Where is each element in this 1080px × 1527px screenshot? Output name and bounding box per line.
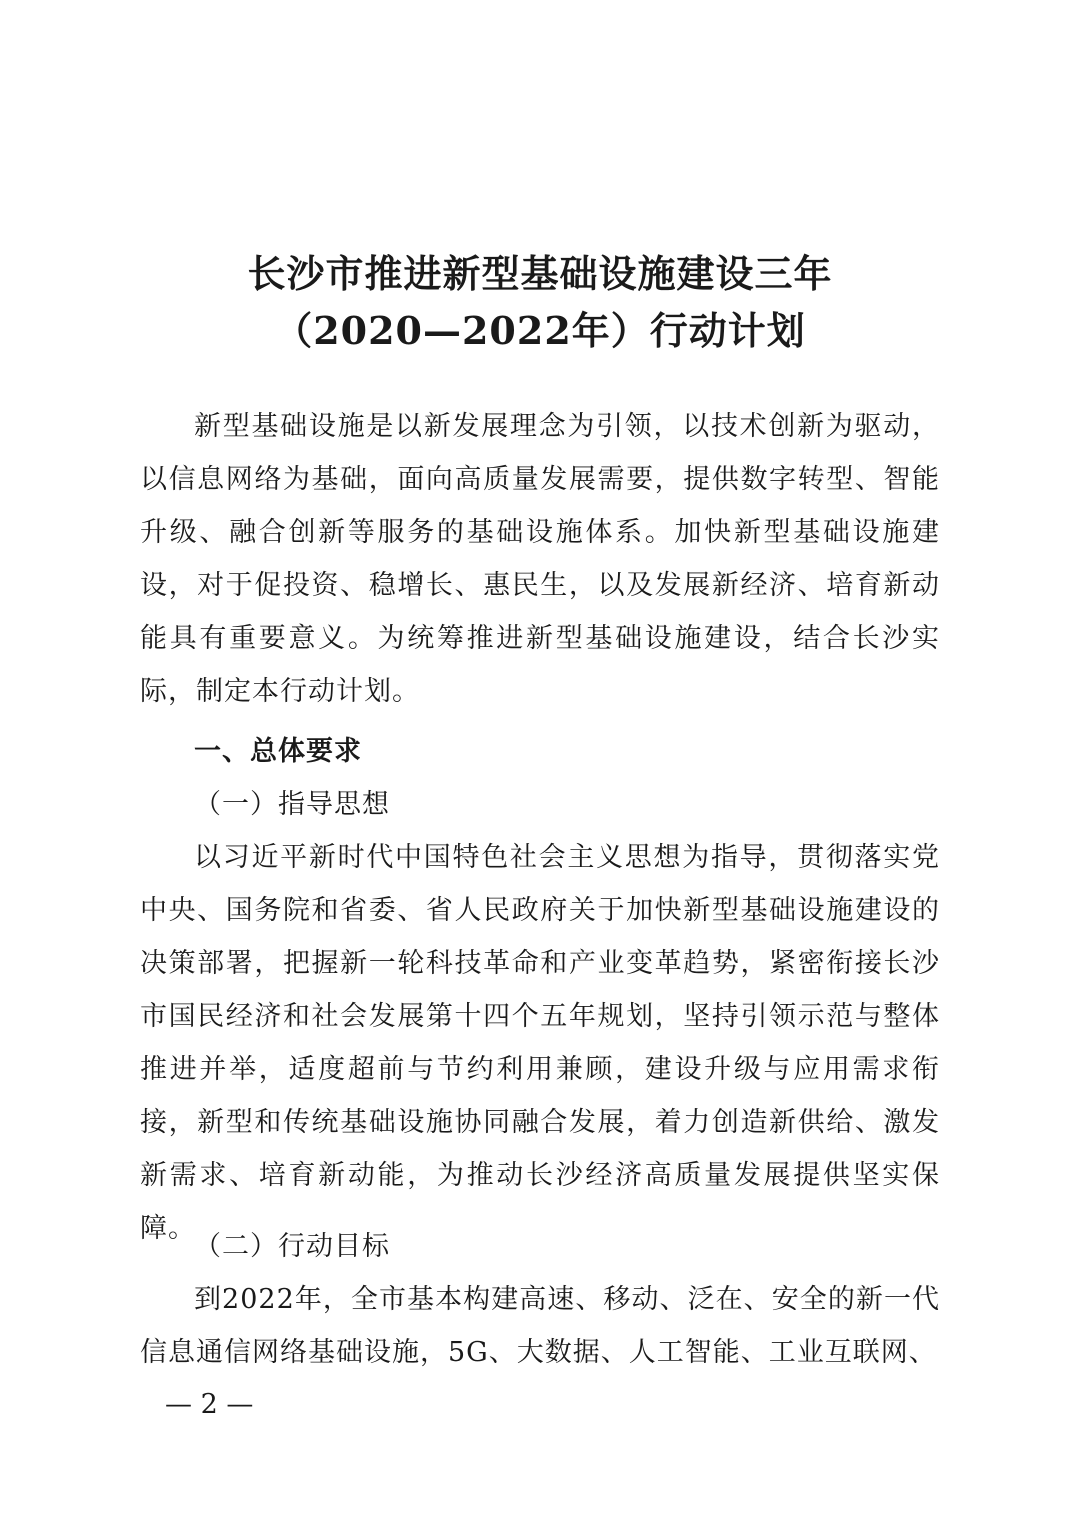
guiding-ideology-paragraph: 以习近平新时代中国特色社会主义思想为指导，贯彻落实党中央、国务院和省委、省人民政府关于加快新型基础设施建设的决策部署，把握新一轮科技革命和产业变革趋势，紧密衔接长沙市国民经济和社会发展第十四个五年规划，坚持引领示范与整体推进并举，适度超前与节约利用兼顾，建设升级与应用需求衔接，新型和传统基础设施协同融合发展，着力创造新供给、激发新需求、培育新动能，为推动长沙经济高质量发展提供坚实保障。 bbox=[140, 842, 940, 1244]
intro-paragraph: 新型基础设施是以新发展理念为引领，以技术创新为驱动，以信息网络为基础，面向高质量发展需要，提供数字转型、智能升级、融合创新等服务的基础设施体系。加快新型基础设施建设，对于促投资、稳增长、惠民生，以及发展新经济、培育新动能具有重要意义。为统筹推进新型基础设施建设，结合长沙实际，制定本行动计划。 bbox=[140, 411, 940, 707]
action-goals-paragraph: 到2022年，全市基本构建高速、移动、泛在、安全的新一代信息通信网络基础设施，5G、大数据、人工智能、工业互联网、 bbox=[140, 1284, 940, 1368]
page-number: — 2 — bbox=[165, 1389, 254, 1420]
document-title-line-1: 长沙市推进新型基础设施建设三年 bbox=[247, 251, 833, 296]
subsection-heading-guiding-ideology: （一）指导思想 bbox=[194, 789, 390, 820]
document-title-line-2: （2020—2022年）行动计划 bbox=[274, 308, 806, 353]
subsection-heading-action-goals: （二）行动目标 bbox=[194, 1231, 390, 1262]
section-heading-general-requirements: 一、总体要求 bbox=[194, 736, 362, 767]
